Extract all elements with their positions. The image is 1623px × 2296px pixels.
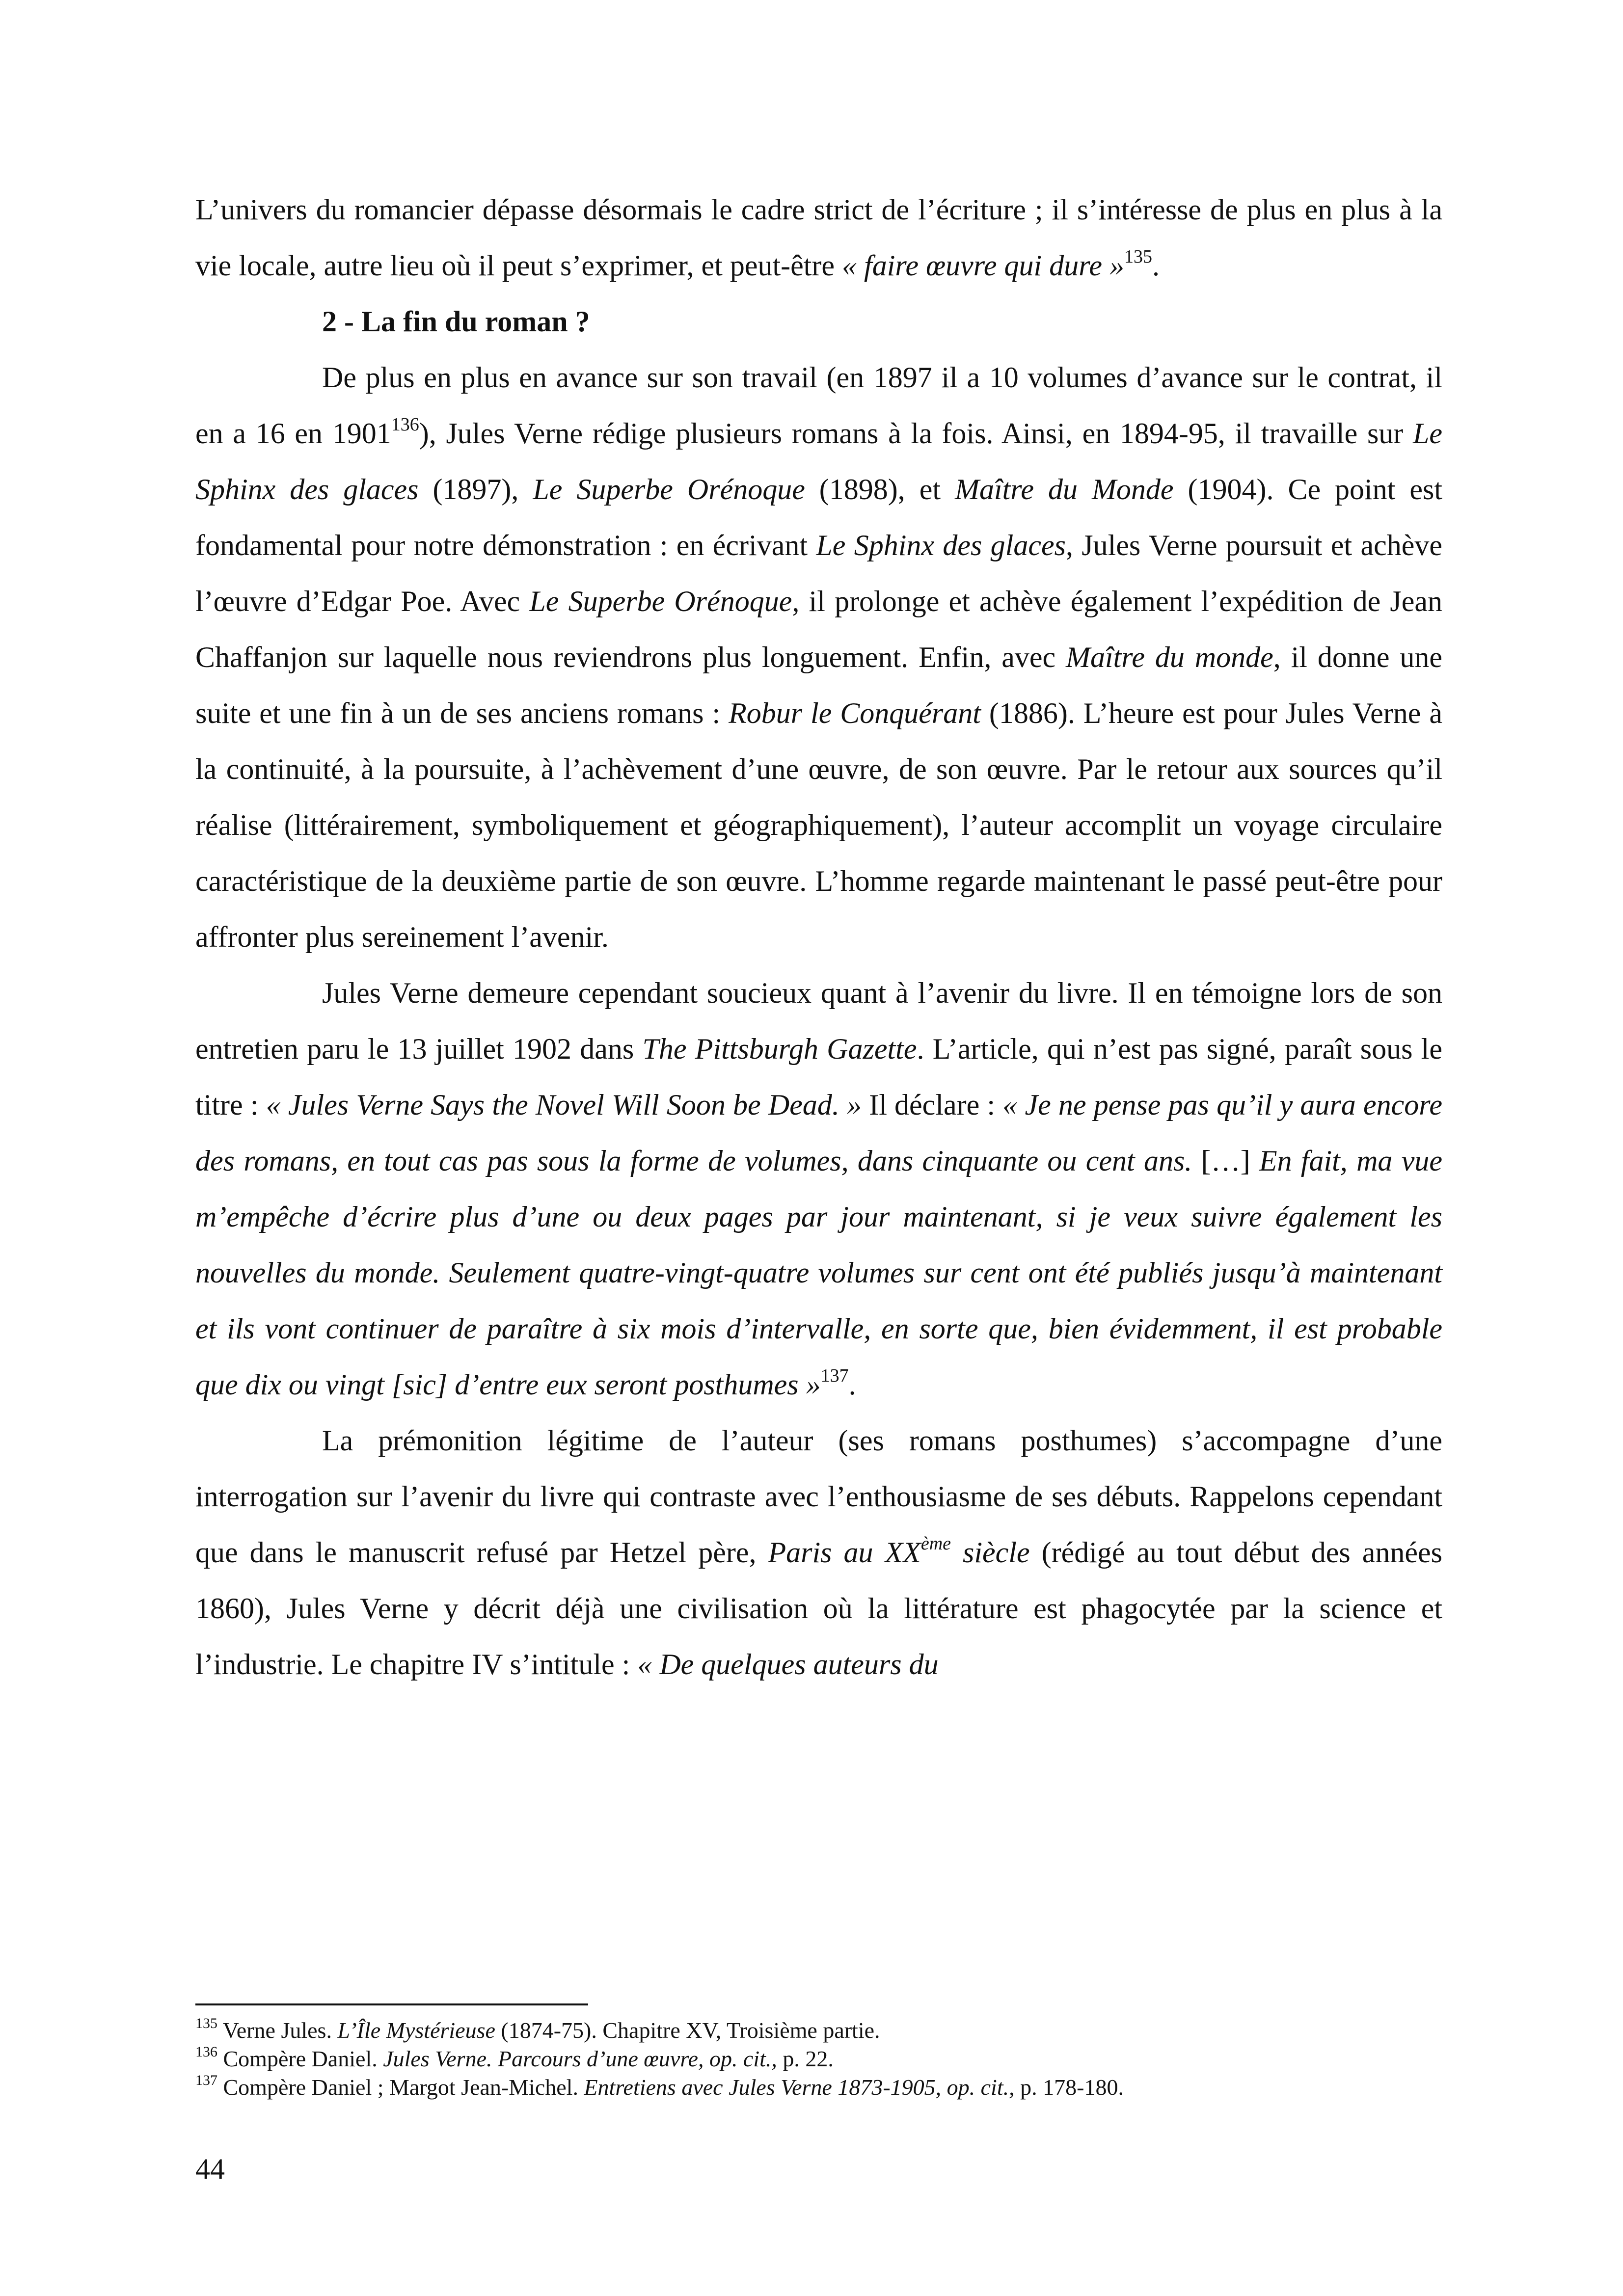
text-run: (1897), xyxy=(418,473,533,506)
book-title: Paris au XX xyxy=(768,1536,921,1569)
text-run: Compère Daniel. xyxy=(217,2046,383,2071)
quotation: « De quelques auteurs du xyxy=(637,1648,939,1681)
book-title: Entretiens avec Jules Verne 1873-1905, op. cit., xyxy=(584,2075,1015,2100)
text-run: La prémonition légitime de l’auteur (ses romans posthumes) s’accompagne d’une interrogation sur l’avenir du livre qui contraste avec l’enthousiasme de ses débuts. Rappelons cependant que dans le manuscrit refusé par Hetzel père, xyxy=(195,1424,1442,1569)
footnote-135 xyxy=(195,2016,1442,2045)
book-title: Robur le Conquérant xyxy=(729,697,981,729)
paragraph-1 xyxy=(195,182,1442,294)
footnote-ref-137[interactable]: 137 xyxy=(820,1365,849,1386)
paragraph-4 xyxy=(195,1413,1442,1692)
paragraph-3 xyxy=(195,965,1442,1413)
text-run: (1874-75). Chapitre XV, Troisième partie. xyxy=(495,2018,880,2043)
text-run: Jules Verne demeure cependant soucieux quant à l’avenir du livre. Il en témoigne lors de son entretien paru le 13 juillet 1902 dans xyxy=(195,977,1442,1065)
text-run: (1886). L’heure est pour Jules Verne à la continuité, à la poursuite, à l’achèvement d’une œuvre, de son œuvre. Par le retour aux sources qu’il réalise (littérairement, symboliquement et géographiquement), l’auteur accomplit un voyage circulaire caractéristique de la deuxième partie de son œuvre. L’homme regarde maintenant le passé peut-être pour affronter plus sereinement l’avenir. xyxy=(195,697,1442,953)
footnote-ref-136[interactable]: 136 xyxy=(391,414,419,435)
text-run: Verne Jules. xyxy=(217,2018,338,2043)
footnote-137 xyxy=(195,2073,1442,2102)
book-title: L’Île Mystérieuse xyxy=(337,2018,495,2043)
book-title: siècle xyxy=(951,1536,1030,1569)
quotation: « faire œuvre qui dure » xyxy=(842,249,1124,282)
text-run: (rédigé au tout début des années 1860), Jules Verne y décrit déjà une civilisation où la littérature est phagocytée par la science et l’industrie. Le chapitre IV s’intitule : xyxy=(195,1536,1442,1681)
footnote-number: 136 xyxy=(195,2044,217,2060)
book-title: Maître du Monde xyxy=(954,473,1174,506)
text-run: , il donne une suite et une fin à un de ses anciens romans : xyxy=(195,641,1442,729)
text-run: . L’article, qui n’est pas signé, paraît sous le titre : xyxy=(195,1033,1442,1121)
text-run: . xyxy=(1152,249,1160,282)
text-run: Compère Daniel ; Margot Jean-Michel. xyxy=(217,2075,584,2100)
superscript: ème xyxy=(920,1533,951,1554)
footnote-separator xyxy=(195,2003,588,2005)
book-title: Maître du monde xyxy=(1065,641,1273,673)
text-run: p. 178-180. xyxy=(1014,2075,1124,2100)
text-run: (1904). Ce point est fondamental pour notre démonstration : en écrivant xyxy=(195,473,1443,561)
book-title: Le Sphinx des glaces xyxy=(816,529,1066,561)
book-title: Jules Verne. Parcours d’une œuvre, op. cit., xyxy=(383,2046,777,2071)
text-run: (1898), et xyxy=(805,473,955,506)
text-run: […] xyxy=(1192,1145,1259,1177)
book-title: Le Sphinx des glaces xyxy=(195,417,1442,506)
text-run: De plus en plus en avance sur son travail (en 1897 il a 10 volumes d’avance sur le contrat, il en a 16 en 1901 xyxy=(195,361,1442,450)
article-title: « Jules Verne Says the Novel Will Soon be Dead. » xyxy=(266,1089,862,1121)
section-heading: 2 - La fin du roman ? xyxy=(322,305,590,338)
footnotes xyxy=(195,2016,1442,2102)
footnote-136 xyxy=(195,2045,1442,2073)
text-run: ), Jules Verne rédige plusieurs romans à la fois. Ainsi, en 1894-95, il travaille sur xyxy=(419,417,1413,450)
quotation: En fait, ma vue m’empêche d’écrire plus d’une ou deux pages par jour maintenant, si je veux suivre également les nouvelles du monde. Seulement quatre-vingt-quatre volumes sur cent ont été publiés jusqu’à maintenant et ils vont continuer de paraître à six mois d’intervalle, en sorte que, bien évidemment, il est probable que dix ou vingt [sic] d’entre eux seront posthumes » xyxy=(195,1145,1442,1401)
book-title: Le Superbe Orénoque xyxy=(529,585,792,617)
text-run: Il déclare : xyxy=(862,1089,1003,1121)
paragraph-2 xyxy=(195,349,1442,965)
text-run: . xyxy=(848,1368,856,1401)
footnote-ref-135[interactable]: 135 xyxy=(1124,246,1152,267)
footnote-number: 137 xyxy=(195,2072,217,2088)
newspaper-title: The Pittsburgh Gazette xyxy=(642,1033,917,1065)
body-text xyxy=(195,182,1442,1692)
page-number: 44 xyxy=(195,2153,225,2185)
text-run: p. 22. xyxy=(777,2046,834,2071)
footnote-number: 135 xyxy=(195,2015,217,2031)
book-title: Le Superbe Orénoque xyxy=(533,473,805,506)
quotation: « Je ne pense pas qu’il y aura encore des romans, en tout cas pas sous la forme de volumes, dans cinquante ou cent ans. xyxy=(195,1089,1442,1177)
text-run: L’univers du romancier dépasse désormais le cadre strict de l’écriture ; il s’intéresse de plus en plus à la vie locale, autre lieu où il peut s’exprimer, et peut-être xyxy=(195,193,1442,282)
text-run: , il prolonge et achève également l’expédition de Jean Chaffanjon sur laquelle nous reviendrons plus longuement. Enfin, avec xyxy=(195,585,1442,673)
text-run: , Jules Verne poursuit et achève l’œuvre d’Edgar Poe. Avec xyxy=(195,529,1442,617)
